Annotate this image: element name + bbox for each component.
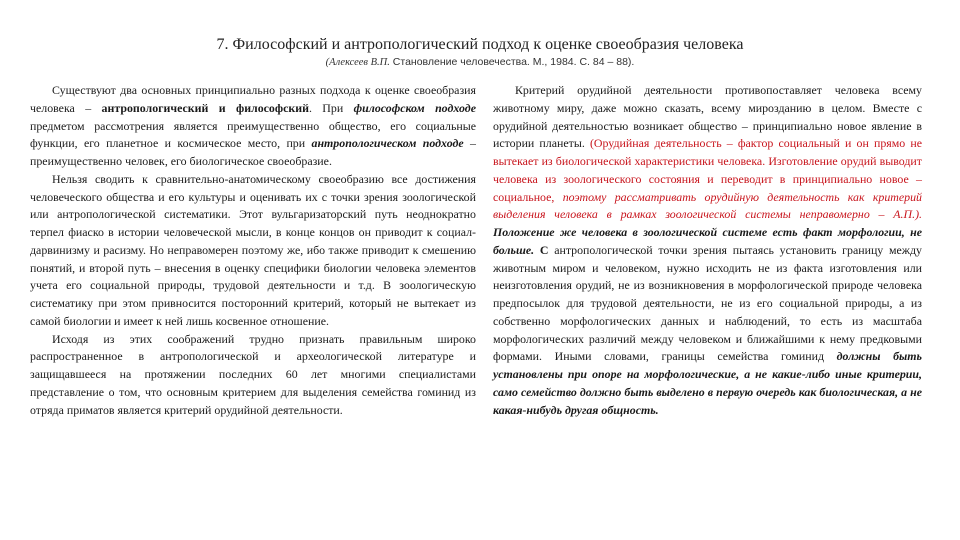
text-span: – преимущественно человек, его биологическое своеобразие. [30,136,476,168]
bold-italic-term: философском подходе [353,100,476,115]
text-span: . При [308,100,354,115]
bold-italic-text: должны быть установлены при опоре на морфологические, а не какие-либо иные критерии, само семейство должно быть выделено в первую очередь как биологическая, а не какая-нибудь другая общность. [493,349,922,417]
left-column [30,82,476,419]
left-paragraph-1 [30,82,476,171]
text-span: Существуют два основных принципиально разных подхода к оценке своеобразия человека – [30,83,476,115]
bold-text: С [534,242,549,257]
source-rest: Становление человечества. М., 1984. С. 84 – 88). [389,56,635,68]
left-paragraph-2: Нельзя сводить к сравнительно-анатомическому своеобразию все достижения человеческого общества и его культуры и оценивать их с точки зрения зоологической или антропологической систематики. Этот вульгаризаторский путь неоднократно терпел фиаско в истории человеческой мысли, в конце концов он приводит к социал-дарвинизму и расизму. Но неправомерен поэтому же, ибо также приводит к смешению понятий, и второй путь – внесения в оценку специфики биологии человека элементов учета его социальной природы, трудовой деятельности и т.д. В зоологическую систематику при этом привносится посторонний критерий, который не вытекает из самой биологии и имеет к ней лишь косвенное отношение. [30,171,476,328]
text-span: Критерий орудийной деятельности противопоставляет человека всему животному миру, даже можно сказать, всему мирозданию в целом. Вместе с орудийной деятельностью возникает общество – принципиально новое явление в истории планеты. [493,83,922,151]
right-column [493,82,922,419]
bold-italic-term: антропологическом подходе [311,136,464,151]
source-author: (Алексеев В.П. [325,57,390,68]
source-citation [0,56,960,68]
red-annotation: (Орудийная деятельность – фактор социальный и он прямо не вытекает из биологической характеристики человека. Изготовление орудий выводит человека из зоологического состояния и переводит в принципиально новое – социальное, [493,136,922,204]
text-span: антропологической точки зрения пытаясь установить границу между животным миром и человеком, нужно исходить не из факта изготовления или неизготовления орудий, не из возникновения в морфологической природе человека предпосылок для трудовой деятельности, не из его социальной природы, а из собственно морфологических данных и наблюдений, то есть из масштаба морфологических различий между человеком и ближайшими к нему предковыми формами. Иными словами, границы семейства гоминид [493,242,923,364]
left-paragraph-3: Исходя из этих соображений трудно признать правильным широко распространенное в антропологической и археологической литературе и защищавшееся на протяжении последних 60 лет многими специалистами представление о том, что основным критерием для выделения семейства гоминид из отряда приматов является критерий орудийной деятельности. [30,331,476,417]
slide-title: 7. Философский и антропологический подход к оценке своеобразия человека [216,36,744,53]
bold-italic-text: Положение же человека в зоологической системе есть факт морфологии, не больше. [493,225,922,257]
text-span: предметом рассмотрения является преимущественно общество, его социальные функции, его планетное и космическое место, при [30,118,476,151]
bold-term: антропологический и философский [101,100,309,115]
red-italic-annotation: поэтому рассматривать орудийную деятельность как критерий выделения человека в рамках зоологической системы неправомерно – А.П.). [493,189,922,222]
right-paragraph [493,82,922,419]
